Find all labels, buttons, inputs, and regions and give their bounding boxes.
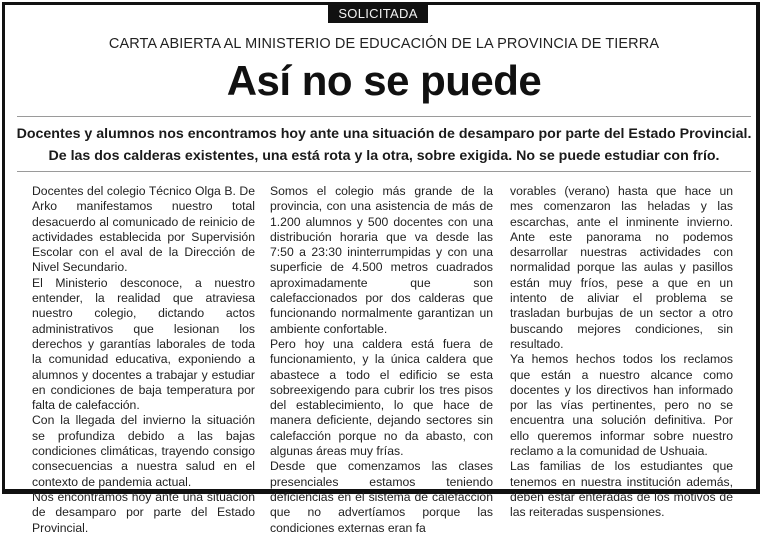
deck-line-1: Docentes y alumnos nos encontramos hoy ante una situación de desamparo por parte del Estado Provincial. <box>16 126 752 142</box>
paragraph: Docentes del colegio Técnico Olga B. De Arko manifestamos nuestro total desacuerdo al comunicado de reinicio de actividades establecida por Supervisión Escolar con el aval de la Dirección de Nivel Secundario. <box>32 184 255 275</box>
deck <box>0 123 768 167</box>
column-2 <box>270 184 493 536</box>
paragraph: Con la llegada del invierno la situación se profundiza debido a las bajas condiciones climáticas, trayendo consigo consecuencias a nuestra salud en el contexto de pandemia actual. <box>32 413 255 489</box>
paragraph: Desde que comenzamos las clases presenciales estamos teniendo deficiencias en el sistema de calefacción que no advertíamos porque las condiciones externas eran fa <box>270 459 493 535</box>
paragraph: Las familias de los estudiantes que tenemos en nuestra institución además, deben estar enteradas de los motivos de las reiteradas suspensiones. <box>510 459 733 520</box>
divider-bottom <box>17 171 751 172</box>
paragraph: Nos encontramos hoy ante una situación de desamparo por parte del Estado Provincial. <box>32 489 255 535</box>
column-3 <box>510 184 733 521</box>
divider-top <box>17 116 751 117</box>
deck-line-2: De las dos calderas existentes, una está rota y la otra, sobre exigida. No se puede estudiar con frío. <box>48 148 720 164</box>
paragraph: Ya hemos hechos todos los reclamos que están a nuestro alcance como docentes y los directivos han informado por las vías pertinentes, pero no se encuentra una solución definitiva. Por ello queremos informar sobre nuestro reclamo a la comunidad de Ushuaia. <box>510 352 733 459</box>
paragraph: El Ministerio desconoce, a nuestro entender, la realidad que atraviesa nuestro colegio, dictando actos administrativos que lesionan los derechos y garantías laborales de toda la comunidad educativa, exponiendo a alumnos y docentes a trabajar y estudiar en condiciones de baja temperatura por falta de calefacción. <box>32 275 255 413</box>
column-1 <box>32 184 255 536</box>
section-badge: SOLICITADA <box>328 4 428 23</box>
kicker: CARTA ABIERTA AL MINISTERIO DE EDUCACIÓN DE LA PROVINCIA DE TIERRA <box>108 36 660 52</box>
body-columns <box>32 184 737 535</box>
paragraph: Pero hoy una caldera está fuera de funcionamiento, y la única caldera que abastece a todo el edificio se esta sobreexigendo para cubrir los tres pisos del establecimiento, lo que hace de manera deficiente, dejando sectores sin calefacción porque no da abasto, con algunas áreas muy frías. <box>270 336 493 459</box>
paragraph: vorables (verano) hasta que hace un mes comenzaron las heladas y las escarchas, ante el inminente invierno. Ante este panorama no podemos desarrollar nuestras actividades con normalidad porque las aulas y pasillos están muy fríos, pese a que en un intento de aliviar el problema se trasladan burbujas de un sector a otro buscando mejores condiciones, sin resultado. <box>510 184 733 351</box>
paragraph: Somos el colegio más grande de la provincia, con una asistencia de más de 1.200 alumnos y 500 docentes con una distribución horaria que va desde las 7:50 a 23:30 ininterrumpidas y con una superficie de 4.500 metros cuadrados aproximadamente que son calefaccionados por dos calderas que funcionando normalmente garantizan un ambiente confortable. <box>270 184 493 336</box>
headline: Así no se puede <box>226 57 542 104</box>
